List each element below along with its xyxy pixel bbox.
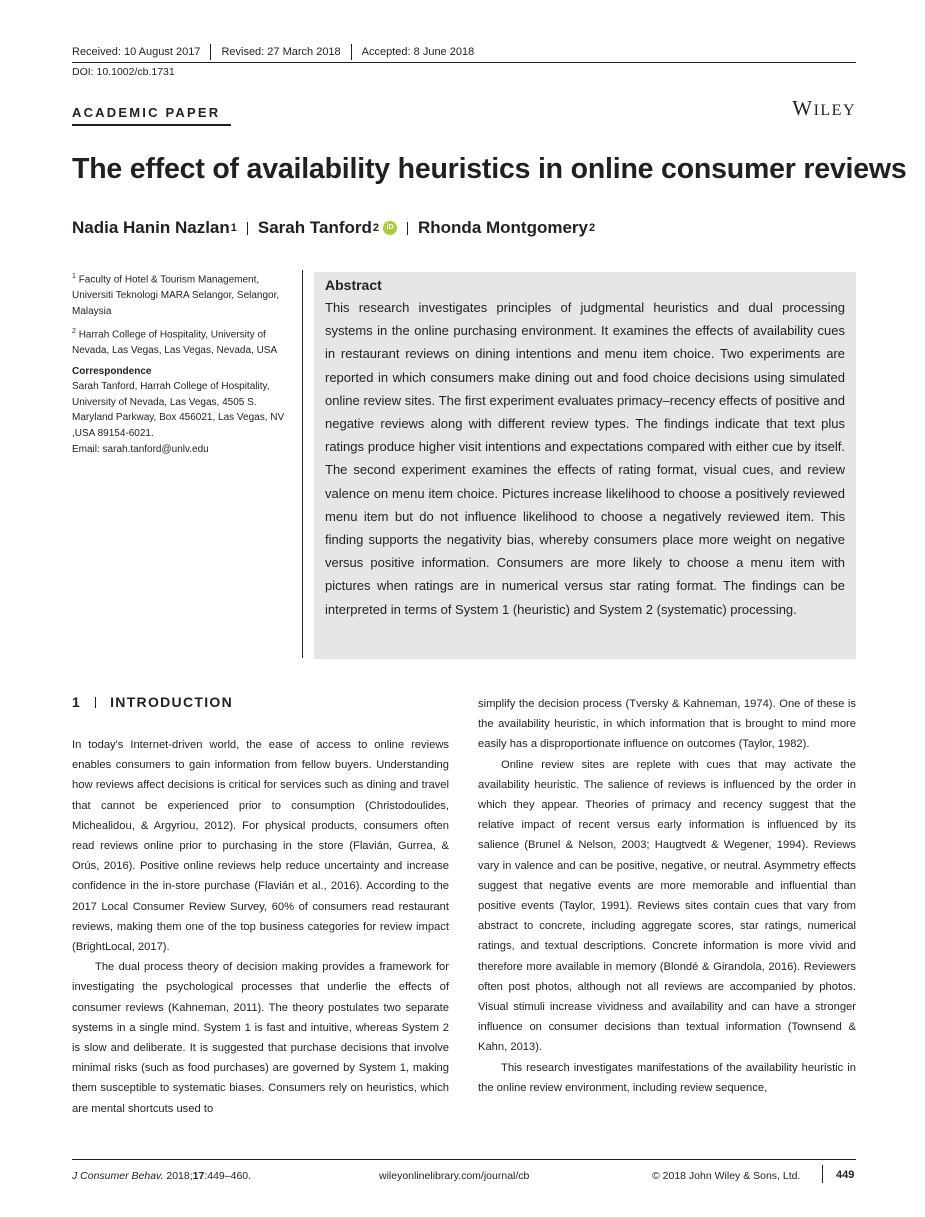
date-separator [210, 44, 211, 60]
paragraph: The dual process theory of decision making provides a framework for investigating the psychological processes that underlie the effects of consumer reviews (Kahneman, 2011). The theory postulates two separate systems in a single mind. System 1 is fast and intuitive, whereas System 2 is slow and deliberate. It is suggested that purchase decisions that involve minimal risks (such as food purchases) are governed by System 1, making them susceptible to systematic biases. Consumers rely on heuristics, which are mental shortcuts used to [72, 961, 449, 1115]
footer-url[interactable]: wileyonlinelibrary.com/journal/cb [379, 1170, 530, 1182]
affiliation-1 [72, 269, 294, 319]
article-type-underline [72, 124, 231, 126]
correspondence-heading: Correspondence [72, 365, 152, 377]
affiliation-sup: 2 [72, 328, 76, 336]
citation-year: 2018; [163, 1170, 193, 1182]
author-separator [407, 222, 408, 235]
section-number: 1 [72, 694, 82, 710]
received-date: Received: 10 August 2017 [72, 46, 201, 58]
paragraph: simplify the decision process (Tversky & Kahneman, 1974). One of these is the availability heuristic, in which information that is brought to mind more easily has a disproportionate influence on outcomes (Taylor, 1982). [478, 698, 856, 751]
affiliation-text: Faculty of Hotel & Tourism Management, Universiti Teknologi MARA Selangor, Selangor, Malaysia [72, 274, 280, 317]
author-list [72, 218, 595, 238]
publisher-logo [792, 96, 856, 121]
author-name[interactable]: Rhonda Montgomery [418, 218, 588, 237]
body-column-left [72, 735, 449, 1119]
author-affiliation-sup: 2 [589, 222, 596, 234]
paragraph: Online review sites are replete with cues that may activate the availability heuristic. The salience of reviews is influenced by the order in which they appear. Theories of primacy and recency suggest that the relative impact of recent versus early information is influenced by its salience (Brunel & Nelson, 2003; Haugtvedt & Wegener, 1994). Reviews vary in valence and can be positive, negative, or neutral. Asymmetry effects suggest that negative events are more memorable and influential than positive events (Taylor, 1991). Reviews sites contain cues that vary from abstract to concrete, including aggregate scores, star ratings, numerical ratings, and textual descriptions. Concrete information is more vivid and therefore more available in memory (Blondé & Girandola, 2016). Reviewers often post photos, although not all reviews are accompanied by photos. Visual stimuli increase vividness and availability and can have a stronger influence on consumer decisions than textual information (Townsend & Kahn, 2013). [478, 758, 856, 1054]
footer-separator [822, 1165, 823, 1183]
abstract-box [314, 272, 856, 659]
section-heading [72, 694, 233, 710]
citation-volume: 17 [192, 1170, 205, 1182]
affiliation-sup: 1 [72, 273, 76, 280]
citation-pages: :449–460. [204, 1170, 252, 1182]
article-dates [72, 44, 474, 60]
footer-rule [72, 1159, 856, 1160]
paper-title: The effect of availability heuristics in online consumer reviews [72, 153, 907, 185]
page-number: 449 [836, 1169, 855, 1181]
author-affiliation-sup: 1 [230, 222, 237, 234]
abstract-heading: Abstract [325, 277, 382, 293]
revised-date: Revised: 27 March 2018 [221, 46, 341, 58]
paragraph: This research investigates manifestations of the availability heuristic in the online review environment, including review sequence, [478, 1061, 856, 1094]
correspondence-email[interactable]: Email: sarah.tanford@unlv.edu [72, 443, 209, 455]
header-rule [72, 62, 856, 63]
publisher-logo-initial: W [792, 96, 814, 120]
abstract-text: This research investigates principles of judgmental heuristics and dual processing systems in the online purchasing environment. It examines the effects of availability cues in restaurant reviews on dining intentions and menu item choice. Two experiments are reported in which consumers make dining out and food choice decisions using simulated online review sites. The first experiment evaluates primacy–recency effects of positive and negative reviews along with different review types. The findings indicate that text plus ratings produce higher visit intentions and expectations compared with either cue by itself. The second experiment examines the effects of rating format, visual cues, and review valence on menu item choice. Pictures increase likelihood to choose a positively reviewed menu item but do not influence likelihood to choose a negatively reviewed item. This finding supports the negativity bias, whereby consumers place more weight on negative versus positive information. Consumers are more likely to choose a menu item with pictures when ratings are in numerical versus star rating format. The findings can be interpreted in terms of System 1 (heuristic) and System 2 (systematic) processing. [325, 300, 845, 617]
section-separator [95, 697, 96, 708]
orcid-icon[interactable]: iD [383, 221, 397, 235]
article-type-label: ACADEMIC PAPER [72, 105, 221, 120]
accepted-date: Accepted: 8 June 2018 [361, 46, 475, 58]
paragraph: In today's Internet-driven world, the ease of access to online reviews enables consumers to gain information from fellow buyers. Understanding how reviews affect decisions is critical for services such as dining and travel that cannot be experienced prior to consumption (Christodoulides, Michealidou, & Argyriou, 2012). For physical products, consumers often read reviews online prior to purchasing in the store (Flavián, Gurrea, & Orús, 2016). Positive online reviews help reduce uncertainty and increase confidence in the in-store purchase (Flavián et al., 2016). According to the 2017 Local Consumer Review Survey, 60% of consumers read restaurant reviews, making them one of the top business categories for review impact (BrightLocal, 2017). [72, 739, 449, 954]
affiliations [72, 269, 294, 457]
section-title: INTRODUCTION [110, 694, 234, 710]
correspondence-address: Sarah Tanford, Harrah College of Hospitality, University of Nevada, Las Vegas, 4505 S. Maryland Parkway, Box 456021, Las Vegas, NV ,USA 89154-6021. [72, 381, 285, 439]
author-affiliation-sup: 2 [372, 222, 379, 234]
author-separator [247, 222, 248, 235]
publisher-logo-rest: ILEY [813, 102, 856, 119]
affiliation-text: Harrah College of Hospitality, University of Nevada, Las Vegas, Las Vegas, Nevada, USA [72, 329, 278, 357]
footer-copyright: © 2018 John Wiley & Sons, Ltd. [652, 1170, 801, 1182]
footer-citation [72, 1170, 251, 1182]
author-name[interactable]: Nadia Hanin Nazlan [72, 218, 230, 237]
doi[interactable]: DOI: 10.1002/cb.1731 [72, 66, 175, 78]
journal-name: J Consumer Behav. [72, 1170, 164, 1182]
sidebar-divider [302, 270, 303, 658]
author-name[interactable]: Sarah Tanford [257, 218, 372, 237]
date-separator [351, 44, 352, 60]
body-column-right [478, 694, 856, 1098]
affiliation-2 [72, 324, 294, 359]
